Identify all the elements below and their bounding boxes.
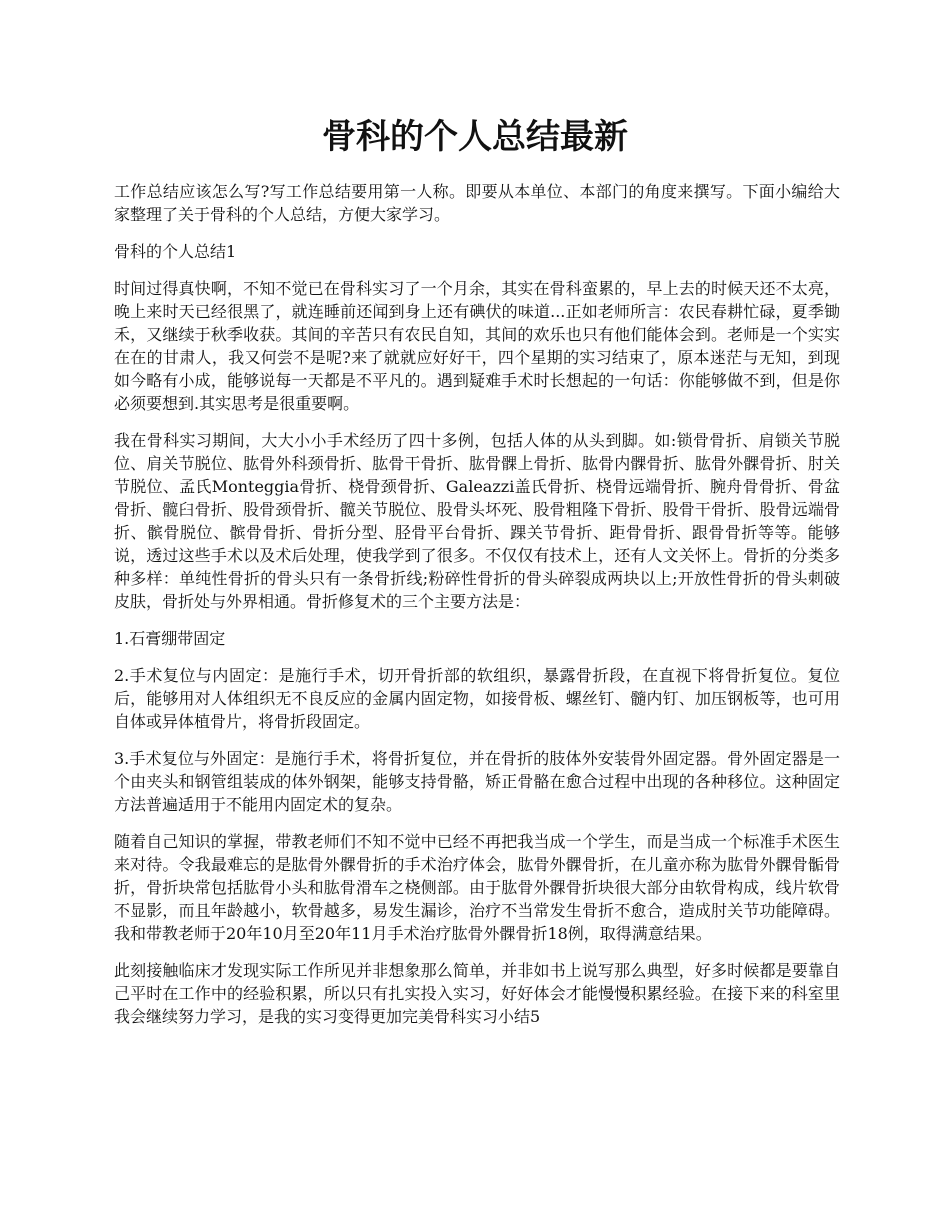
section-heading: 骨科的个人总结1 <box>114 242 237 261</box>
body-paragraph: 我在骨科实习期间，大大小小手术经历了四十多例，包括人体的从头到脚。如:锁骨骨折、肩锁关节脱位、肩关节脱位、肱骨外科颈骨折、肱骨干骨折、肱骨髁上骨折、肱骨内髁骨折、肱骨外髁骨折、肘关节脱位、孟氏Monteggia骨折、桡骨颈骨折、Galeazzi盖氏骨折、桡骨远端骨折、腕舟骨骨折、骨盆骨折、髋臼骨折、股骨颈骨折、髋关节脱位、股骨头坏死、股骨粗隆下骨折、股骨干骨折、股骨远端骨折、髌骨脱位、髌骨骨折、骨折分型、胫骨平台骨折、踝关节骨折、距骨骨折、跟骨骨折等等。能够说，透过这些手术以及术后处理，使我学到了很多。不仅仅有技术上，还有人文关怀上。骨折的分类多种多样：单纯性骨折的骨头只有一条骨折线;粉碎性骨折的骨头碎裂成两块以上;开放性骨折的骨头刺破皮肤，骨折处与外界相通。骨折修复术的三个主要方法是： <box>114 431 840 611</box>
list-item: 2.手术复位与内固定：是施行手术，切开骨折部的软组织，暴露骨折段，在直视下将骨折复位。复位后，能够用对人体组织无不良反应的金属内固定物，如接骨板、螺丝钉、髓内钉、加压钢板等，也可用自体或异体植骨片，将骨折段固定。 <box>114 666 840 731</box>
body-paragraph: 此刻接触临床才发现实际工作所见并非想象那么简单，并非如书上说写那么典型，好多时候都是要靠自己平时在工作中的经验积累，所以只有扎实投入实习，好好体会才能慢慢积累经验。在接下来的科室里我会继续努力学习，是我的实习变得更加完美骨科实习小结5 <box>114 961 840 1026</box>
document-body <box>114 180 840 1042</box>
body-paragraph: 时间过得真快啊，不知不觉已在骨科实习了一个月余，其实在骨科蛮累的，早上去的时候天还不太亮，晚上来时天已经很黑了，就连睡前还闻到身上还有碘伏的味道...正如老师所言：农民春耕忙碌，夏季锄禾，又继续于秋季收获。其间的辛苦只有农民自知，其间的欢乐也只有他们能体会到。老师是一个实实在在的甘肃人，我又何尝不是呢?来了就就应好好干，四个星期的实习结束了，原本迷茫与无知，到现如今略有小成，能够说每一天都是不平凡的。遇到疑难手术时长想起的一句话：你能够做不到，但是你必须要想到.其实思考是很重要啊。 <box>114 279 840 413</box>
intro-paragraph: 工作总结应该怎么写?写工作总结要用第一人称。即要从本单位、本部门的角度来撰写。下面小编给大家整理了关于骨科的个人总结，方便大家学习。 <box>114 182 840 224</box>
list-item: 3.手术复位与外固定：是施行手术，将骨折复位，并在骨折的肢体外安装骨外固定器。骨外固定器是一个由夹头和钢管组装成的体外钢架，能够支持骨骼，矫正骨骼在愈合过程中出现的各种移位。这种固定方法普遍适用于不能用内固定术的复杂。 <box>114 749 840 814</box>
list-item: 1.石膏绷带固定 <box>114 629 226 648</box>
body-paragraph: 随着自己知识的掌握，带教老师们不知不觉中已经不再把我当成一个学生，而是当成一个标准手术医生来对待。令我最难忘的是肱骨外髁骨折的手术治疗体会，肱骨外髁骨折，在儿童亦称为肱骨外髁骨骺骨折，骨折块常包括肱骨小头和肱骨滑车之桡侧部。由于肱骨外髁骨折块很大部分由软骨构成，线片软骨不显影，而且年龄越小，软骨越多，易发生漏诊，治疗不当常发生骨折不愈合，造成肘关节功能障碍。我和带教老师于20年10月至20年11月手术治疗肱骨外髁骨折18例，取得满意结果。 <box>114 832 840 943</box>
document-title: 骨科的个人总结最新 <box>322 117 628 157</box>
